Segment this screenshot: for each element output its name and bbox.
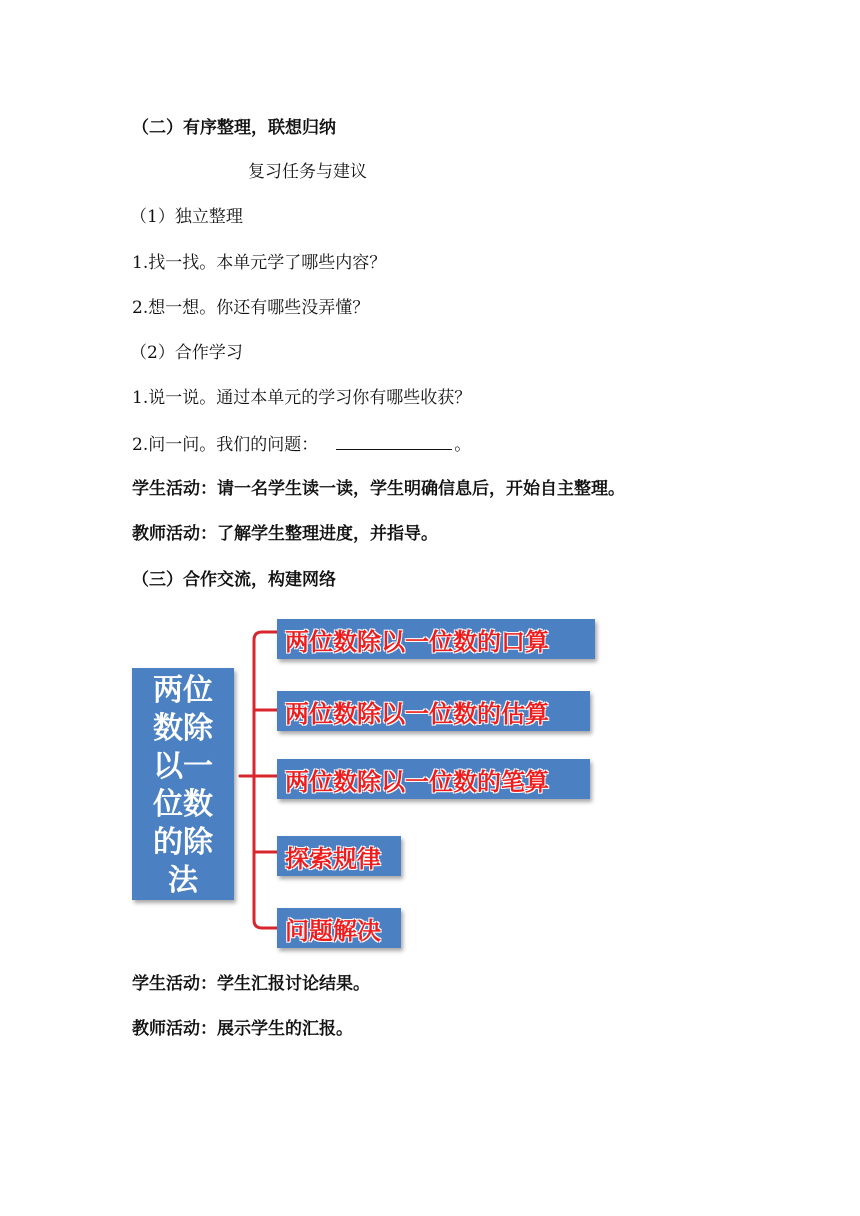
student-activity: 学生活动：学生汇报讨论结果。 — [132, 974, 370, 994]
main-topic-line: 法 — [168, 863, 198, 898]
student-activity: 学生活动：请一名学生读一读，学生明确信息后，开始自主整理。 — [132, 479, 625, 499]
list-item: 2.想一想。你还有哪些没弄懂？ — [132, 298, 370, 318]
sentence-end: 。 — [454, 435, 472, 455]
section-2-heading: （二）有序整理，联想归纳 — [132, 118, 336, 138]
branch-box: 两位数除以一位数的估算 — [277, 691, 590, 731]
list-item: 1.找一找。本单元学了哪些内容？ — [132, 253, 387, 273]
main-topic-line: 位数 — [153, 787, 213, 822]
main-topic-line: 两位 — [153, 673, 213, 708]
question-prompt: 2.问一问。我们的问题： — [132, 435, 319, 455]
branch-box: 两位数除以一位数的笔算 — [277, 759, 590, 799]
section-3-heading: （三）合作交流，构建网络 — [132, 570, 336, 590]
center-title: 复习任务与建议 — [248, 162, 367, 182]
branch-box: 两位数除以一位数的口算 — [277, 619, 595, 659]
main-topic-line: 数除 — [153, 711, 213, 746]
subheading-1: （1）独立整理 — [130, 207, 243, 227]
teacher-activity: 教师活动：了解学生整理进度，并指导。 — [132, 524, 438, 544]
main-topic-line: 以一 — [153, 749, 213, 784]
subheading-2: （2）合作学习 — [130, 343, 243, 363]
branch-box: 问题解决 — [277, 908, 401, 948]
teacher-activity: 教师活动：展示学生的汇报。 — [132, 1019, 353, 1039]
main-topic-box — [132, 668, 234, 900]
branch-box: 探索规律 — [277, 836, 401, 876]
main-topic-line: 的除 — [153, 825, 213, 860]
list-item: 1.说一说。通过本单元的学习你有哪些收获？ — [132, 388, 472, 408]
